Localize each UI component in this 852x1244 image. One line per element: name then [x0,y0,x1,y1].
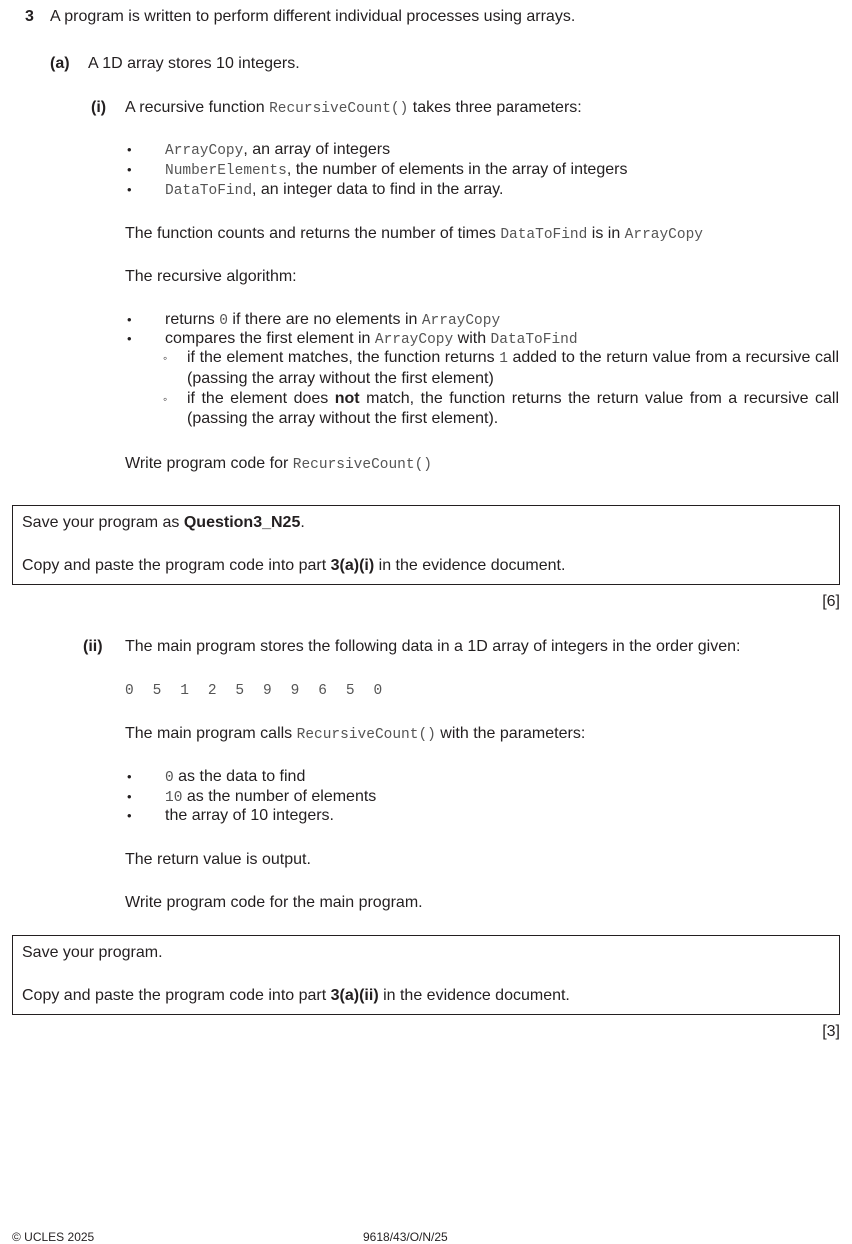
write-instruction-i: Write program code for RecursiveCount() [125,455,432,473]
save-instruction: Save your program as Question3_N25. [22,514,305,531]
bullet-icon: • [127,182,132,197]
part-ii-intro: The main program stores the following data in a 1D array of integers in the order given: [125,638,741,655]
bullet-icon: • [127,769,132,784]
bullet-icon: • [127,808,132,823]
count-description: The function counts and returns the number of times DataToFind is in ArrayCopy [125,225,703,243]
circle-bullet-icon: ◦ [163,392,168,406]
footer-code: 9618/43/O/N/25 [363,1230,448,1244]
bullet-icon: • [127,312,132,327]
footer-copyright: © UCLES 2025 [12,1230,95,1244]
param-item: ArrayCopy, an array of integers [165,141,391,159]
question-intro: A program is written to perform different individual processes using arrays. [50,8,576,25]
call-param-item: the array of 10 integers. [165,807,334,824]
call-param-item: 0 as the data to find [165,768,306,786]
calls-description: The main program calls RecursiveCount() with the parameters: [125,725,586,743]
algorithm-intro: The recursive algorithm: [125,268,297,285]
save-instruction-box [12,505,840,585]
marks-label: [6] [822,593,840,610]
algorithm-substep: if the element does not match, the function returns the return value from a recursive call (passing the array without the first element). [187,390,840,427]
part-ii-label: (ii) [83,638,103,655]
save-instruction: Save your program. [22,944,163,961]
marks-label: [3] [822,1023,840,1040]
bullet-icon: • [127,162,132,177]
algorithm-step: compares the first element in ArrayCopy with DataToFind [165,330,578,348]
bullet-icon: • [127,142,132,157]
copy-instruction: Copy and paste the program code into part 3(a)(ii) in the evidence document. [22,987,570,1004]
bullet-icon: • [127,331,132,346]
part-a-text: A 1D array stores 10 integers. [88,55,300,72]
copy-instruction: Copy and paste the program code into part 3(a)(i) in the evidence document. [22,557,566,574]
circle-bullet-icon: ◦ [163,351,168,365]
param-item: DataToFind, an integer data to find in the array. [165,181,504,199]
output-text: The return value is output. [125,851,311,868]
param-item: NumberElements, the number of elements in the array of integers [165,161,628,179]
write-instruction-ii: Write program code for the main program. [125,894,423,911]
question-number: 3 [25,8,34,25]
save-instruction-box [12,935,840,1015]
bullet-icon: • [127,789,132,804]
part-a-label: (a) [50,55,70,72]
algorithm-step: returns 0 if there are no elements in ArrayCopy [165,311,501,329]
part-i-intro: A recursive function RecursiveCount() takes three parameters: [125,99,582,117]
algorithm-substep: if the element matches, the function returns 1 added to the return value from a recursive call (passing the array without the first element) [187,349,839,387]
call-param-item: 10 as the number of elements [165,788,377,806]
part-i-label: (i) [91,99,107,116]
data-values: 0 5 1 2 5 9 9 6 5 0 [125,683,383,699]
